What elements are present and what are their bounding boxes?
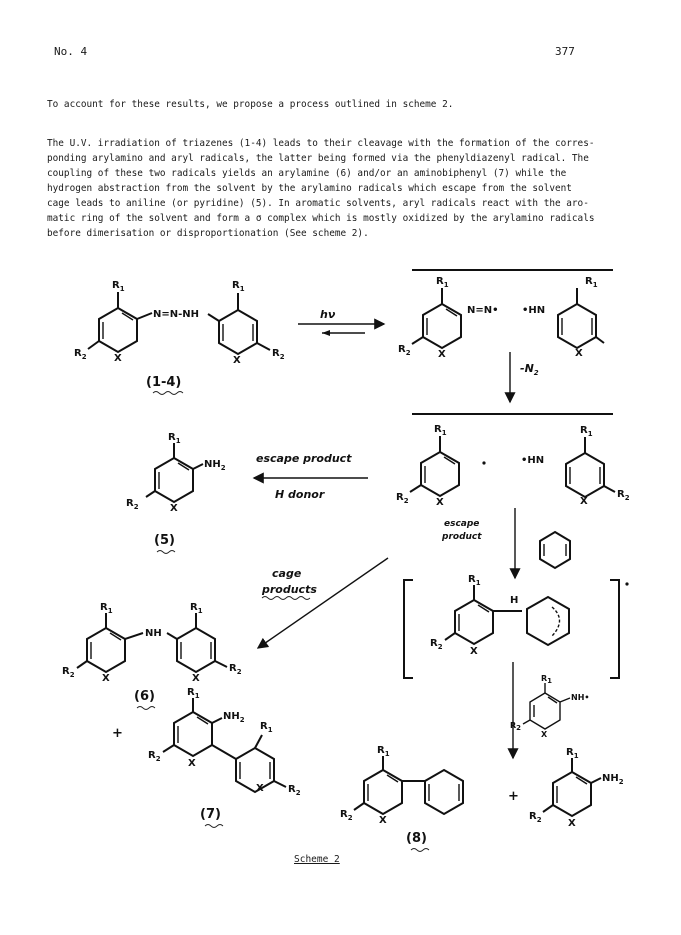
label-r1: $R_1$ <box>100 602 113 615</box>
label-r2: $R_2$ <box>340 809 353 822</box>
compound-6-structure <box>62 602 242 684</box>
product-label: product <box>442 532 482 542</box>
hv-label: hν <box>320 308 336 321</box>
arylamino-radical-label: •HN <box>521 455 545 466</box>
intro-sentence: To account for these results, we propose a process outlined in scheme 2. <box>47 99 454 110</box>
body-line: coupling of these two radicals yields an arylamine (6) and/or an aminobiphenyl (7) while the <box>47 168 567 179</box>
label-r1: $R_1$ <box>190 602 203 615</box>
label-r2: $R_2$ <box>398 344 411 357</box>
body-line: ponding arylamino and aryl radicals, the latter being formed via the phenyldiazenyl radical. The <box>47 153 589 164</box>
label-r1: $R_1$ <box>232 280 245 293</box>
label-r1: $R_1$ <box>566 747 579 760</box>
label-r2: $R_2$ <box>288 784 301 797</box>
triazene-structure <box>74 280 285 366</box>
compound-label-6: (6) <box>134 689 155 704</box>
page-number: 377 <box>555 45 575 58</box>
label-x: X <box>541 730 548 739</box>
h-donor-label: H donor <box>275 488 325 501</box>
amine-bridge-label: NH <box>145 628 162 639</box>
label-x: X <box>170 503 178 514</box>
label-r2: $R_2$ <box>126 498 139 511</box>
compound-7-structure <box>148 687 301 797</box>
label-r1: R1 <box>541 674 553 685</box>
label-x: X <box>192 673 200 684</box>
diazenyl-radical-pair <box>398 276 604 360</box>
label-x: X <box>233 355 241 366</box>
label-r1: $R_1$ <box>468 574 481 587</box>
label-x: X <box>436 497 444 508</box>
label-r1: $R_1$ <box>580 425 593 438</box>
photolysis-arrow <box>298 308 384 336</box>
plus-sign: + <box>508 789 519 804</box>
amine-group-label: $NH_2$ <box>602 773 624 786</box>
label-r1: $R_1$ <box>187 687 200 700</box>
label-r1: $R_1$ <box>168 432 181 445</box>
compound-5-structure <box>126 432 226 514</box>
label-x: X <box>568 818 576 829</box>
compound-label-7: (7) <box>200 807 221 822</box>
label-r1: $R_1$ <box>585 276 598 289</box>
radical-pair <box>396 424 630 508</box>
label-x: X <box>438 349 446 360</box>
label-r1: $R_1$ <box>260 721 273 734</box>
label-x: X <box>379 815 387 826</box>
label-x: X <box>256 783 264 794</box>
label-r2: $R_2$ <box>430 638 443 651</box>
triazene-chain: N=N-NH <box>153 309 200 320</box>
label-x: X <box>580 496 588 507</box>
body-line: matic ring of the solvent and form a σ complex which is mostly oxidized by the arylamino radicals <box>47 213 595 224</box>
label-r2: $R_2$ <box>74 348 87 361</box>
products-label: products <box>262 583 317 596</box>
plus-sign: + <box>112 726 123 741</box>
amine-group-label: $NH_2$ <box>204 459 226 472</box>
label-x: X <box>188 758 196 769</box>
label-r2: R2 <box>510 721 522 732</box>
amine-product-structure <box>529 747 624 829</box>
label-r1: $R_1$ <box>436 276 449 289</box>
label-r2: $R_2$ <box>617 489 630 502</box>
label-x: X <box>114 353 122 364</box>
label-r2: $R_2$ <box>229 663 242 676</box>
body-line: before dimerisation or disproportionation (See scheme 2). <box>47 228 369 239</box>
body-line: cage leads to aniline (or pyridine) (5). In aromatic solvents, aryl radicals react with the aro- <box>47 198 589 209</box>
label-r2: $R_2$ <box>62 666 75 679</box>
compound-8-structure <box>340 745 463 826</box>
body-line: hydrogen abstraction from the solvent by the arylamino radicals which escape from the solvent <box>47 183 572 194</box>
amine-group-label: $NH_2$ <box>223 711 245 724</box>
label-r2: $R_2$ <box>272 348 285 361</box>
body-line: The U.V. irradiation of triazenes (1-4) leads to their cleavage with the formation of the corres- <box>47 138 595 149</box>
nitrogen-loss-label: $-N_2$ <box>520 362 539 377</box>
label-r1: $R_1$ <box>112 280 125 293</box>
label-r1: $R_1$ <box>434 424 447 437</box>
escape-product-label: escape product <box>256 452 352 465</box>
label-x: X <box>102 673 110 684</box>
compound-label-8: (8) <box>406 831 427 846</box>
escape-label: escape <box>444 519 480 529</box>
label-r2: $R_2$ <box>529 811 542 824</box>
arylamino-radical-label: NH• <box>571 693 590 702</box>
benzene-solvent <box>540 532 570 568</box>
label-x: X <box>575 348 583 359</box>
compound-label-1-4: (1-4) <box>146 375 182 390</box>
sigma-complex <box>404 574 629 678</box>
cage-label: cage <box>272 567 302 580</box>
compound-label-5: (5) <box>154 533 175 548</box>
label-x: X <box>470 646 478 657</box>
label-r2: $R_2$ <box>148 750 161 763</box>
arylamino-oxidant <box>510 674 590 739</box>
hydrogen-label: H <box>510 595 519 606</box>
journal-issue: No. 4 <box>54 45 88 58</box>
arylamino-radical-label: •HN <box>522 305 546 316</box>
scheme-caption: Scheme 2 <box>294 854 340 865</box>
label-r2: $R_2$ <box>396 492 409 505</box>
label-r1: $R_1$ <box>377 745 390 758</box>
diazenyl-label: N=N• <box>467 305 499 316</box>
